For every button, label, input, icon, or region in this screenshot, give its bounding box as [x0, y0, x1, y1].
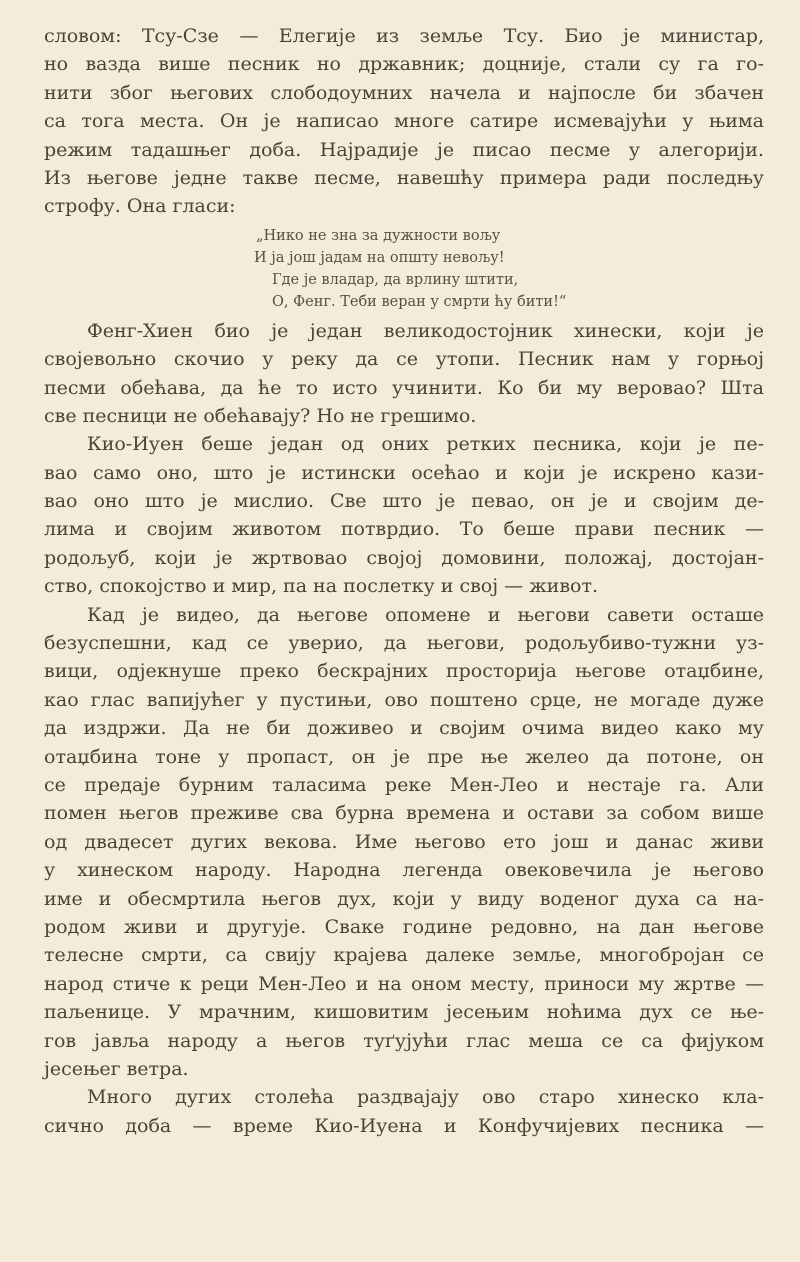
text-line: народ стиче к реци Мен-Лео и на оном месту, приноси му жртве —	[44, 972, 764, 995]
text-line: словом: Тсу-Сзе — Елегије из земље Тсу. Био је министар,	[44, 25, 764, 47]
paragraph-2	[44, 317, 764, 431]
text-line: помен његов преживе сва бурна времена и остави за собом више	[44, 802, 764, 825]
page-text	[44, 22, 764, 1140]
text-line: се предаје бурним таласима реке Мен-Лео и нестаје га. Али	[44, 773, 764, 796]
text-line: лима и својим животом потврдио. То беше прави песник —	[44, 518, 764, 541]
poem-quote	[44, 225, 764, 313]
text-line: отаџбина тоне у пропаст, он је пре ње желео да потоне, он	[44, 745, 764, 768]
text-line: ство, спокојство и мир, па на послетку и свој — живот.	[44, 575, 599, 598]
text-line: паљенице. У мрачним, кишовитим јесењим ноћима дух се ње-	[44, 1001, 764, 1024]
text-line: нити због његових слободоумних начела и најпосле би збачен	[44, 81, 764, 104]
text-line: да издржи. Да не би доживео и својим очима видео како му	[44, 717, 764, 740]
text-line: сично доба — време Кио-Иуена и Конфучијевих песника —	[44, 1114, 764, 1137]
text-line: гов јавља народу а његов туґујући глас меша се са фијуком	[44, 1029, 764, 1052]
poem-line: И ја још јадам на општу невољу!	[254, 249, 505, 266]
text-line: од двадесет дугих векова. Име његово ето још и данас живи	[44, 830, 764, 853]
text-line: родољуб, који је жртвовао својој домовини, положај, достојан-	[44, 546, 764, 569]
text-line: но вазда више песник но државник; доцније, стали су га го-	[44, 53, 764, 76]
text-line: својевољно скочио у реку да се утопи. Песник нам у горњој	[44, 348, 764, 371]
text-line: Фенг-Хиен био је један великодостојник хинески, који је	[87, 319, 764, 342]
text-line: вао само оно, што је истински осећао и који је искрено кази-	[44, 461, 764, 484]
text-line: у хинеском народу. Народна легенда овековечила је његово	[44, 859, 764, 882]
text-line: родом живи и другује. Сваке године редовно, на дан његове	[44, 915, 764, 938]
paragraph-1	[44, 22, 764, 221]
text-line: Кад је видео, да његове опомене и његови савети осташе	[87, 603, 764, 626]
text-line: Кио-Иуен беше један од оних ретких песника, који је пе-	[87, 433, 764, 456]
text-line: строфу. Она гласи:	[44, 195, 236, 218]
text-line: све песници не обећавају? Но не грешимо.	[44, 404, 477, 427]
text-line: Много дугих столећа раздвајају ово старо хинеско кла-	[87, 1086, 764, 1109]
text-line: песми обећава, да ће то исто учинити. Ко би му веровао? Шта	[44, 376, 764, 399]
text-line: са тога места. Он је написао многе сатире исмевајући у њима	[44, 110, 764, 133]
text-line: телесне смрти, са свију крајева далеке земље, многобројан се	[44, 944, 764, 967]
poem-line: Где је владар, да врлину штити,	[272, 271, 519, 288]
text-line: Из његове једне такве песме, навешћу примера ради последњу	[44, 166, 764, 189]
poem-line: „Нико не зна за дужности вољу	[256, 227, 501, 244]
text-line: јесењег ветра.	[44, 1057, 189, 1080]
text-line: режим тадашњег доба. Најрадије је писао песме у алегорији.	[44, 138, 764, 161]
text-line: вао оно што је мислио. Све што је певао, он је и својим де-	[44, 490, 764, 513]
paragraph-5	[44, 1083, 764, 1140]
text-line: име и обесмртила његов дух, који у виду воденог духа са на-	[44, 887, 764, 910]
poem-line: О, Фенг. Теби веран у смрти ћу бити!“	[272, 293, 567, 310]
text-line: вици, одјекнуше преко бескрајних просторија његове отаџбине,	[44, 660, 764, 683]
text-line: као глас вапијућег у пустињи, ово поштено срце, не могаде дуже	[44, 688, 764, 711]
paragraph-4	[44, 601, 764, 1084]
text-line: безуспешни, кад се уверио, да његови, родољубиво-тужни уз-	[44, 632, 764, 655]
paragraph-3	[44, 430, 764, 600]
